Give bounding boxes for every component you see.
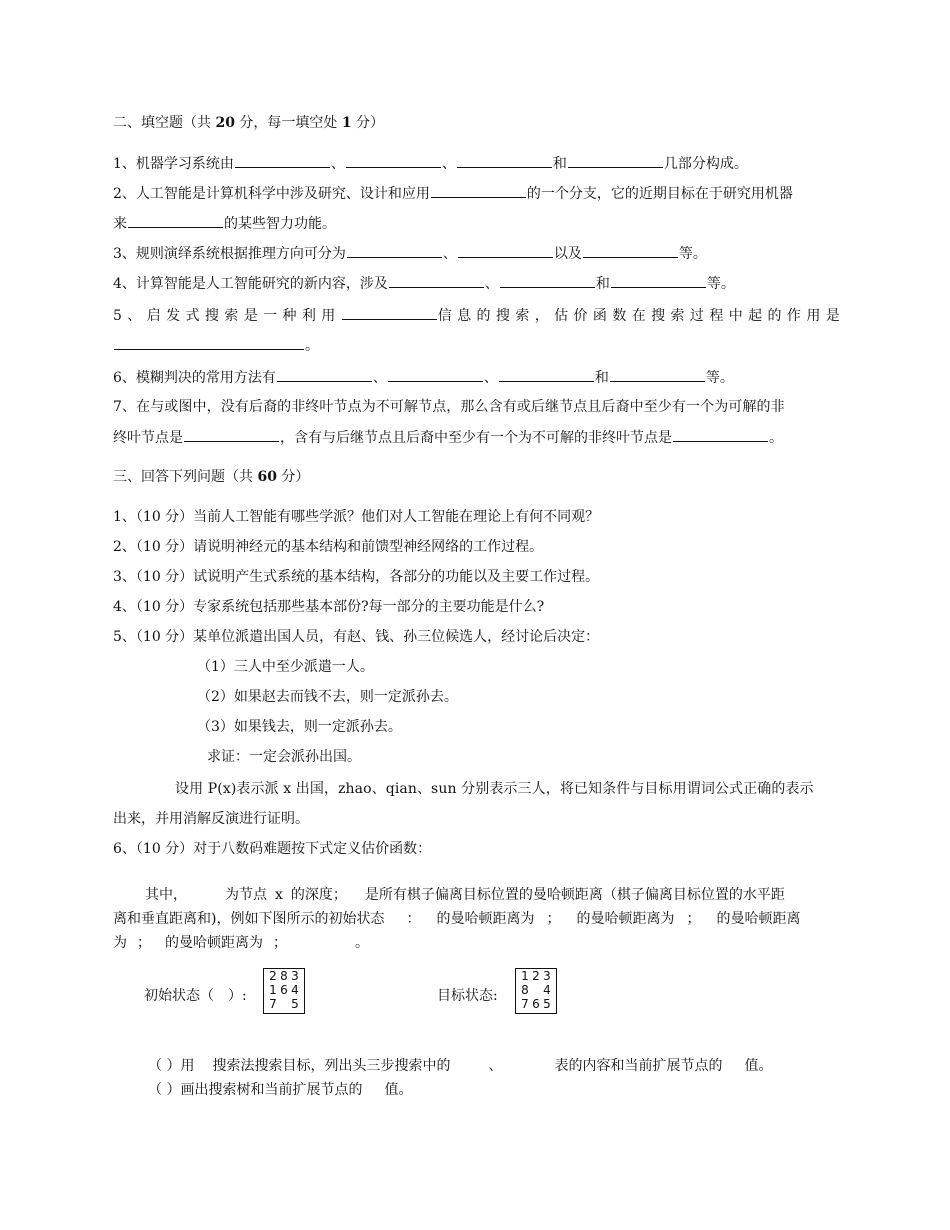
goal-state-grid [515,968,557,1014]
section-2-heading: 二、填空题（共 20 分，每一填空处 1 分） [113,115,385,131]
answer-blank[interactable] [277,367,372,382]
question-7-line-2: 终叶节点是 ，含有与后继节点且后裔中至少有一个为不可解的非终叶节点是 。 [113,427,783,448]
goal-state-caption: 目标状态: [437,988,498,1004]
answer-question-4: 4、（10 分）专家系统包括那些基本部份?每一部分的主要功能是什么? [113,599,545,615]
answer-blank[interactable] [611,273,706,288]
question-7-line-1: 7、在与或图中，没有后裔的非终叶节点为不可解节点，那么含有或后继节点且后裔中至少有一个为可解的非 [113,399,785,415]
grid-tile: 2 [269,969,277,983]
question-5-line-2: 。 [113,335,319,356]
question-1: 1、机器学习系统由 、 、 和 几部分构成。 [113,153,748,174]
question-3: 3、规则演绎系统根据推理方向可分为 、 以及 等。 [113,243,707,264]
answer-blank[interactable] [673,427,768,442]
initial-state-grid [263,968,305,1014]
grid-tile: 7 [521,997,529,1011]
question-5-instruction-line-1: 设用 P(x)表示派 x 出国，zhao、qian、sun 分别表示三人，将已知条件与目标用谓词公式正确的表示 [175,781,814,797]
answer-blank[interactable] [184,427,279,442]
definition-line-1: 其中， 为节点 x 的深度； 是所有棋子偏离目标位置的曼哈顿距离（棋子偏离目标位置的水平距 [145,887,785,903]
answer-blank[interactable] [114,335,304,350]
answer-question-6: 6、（10 分）对于八数码难题按下式定义估价函数： [113,841,432,857]
answer-blank[interactable] [568,153,663,168]
proof-goal: 求证：一定会派孙出国。 [207,749,361,765]
answer-blank[interactable] [128,213,223,228]
answer-blank[interactable] [431,183,526,198]
sub-question-1: （ ）用 搜索法搜索目标，列出头三步搜索中的 、 表的内容和当前扩展节点的 值。 [148,1058,773,1074]
grid-tile: 3 [291,969,299,983]
question-2-line-2: 来 的某些智力功能。 [113,213,336,234]
grid-tile: 8 [280,969,288,983]
answer-blank[interactable] [458,243,553,258]
grid-tile: 8 [521,983,529,997]
grid-tile [279,997,290,1011]
grid-tile: 2 [532,969,540,983]
answer-question-5: 5、（10 分）某单位派遣出国人员，有赵、钱、孙三位候选人，经讨论后决定： [113,629,600,645]
answer-blank[interactable] [235,153,330,168]
question-5-line-1: 5、启发式搜索是一种利用 信息的搜索，估价函数在搜索过程中起的作用是 [113,305,845,326]
answer-question-1: 1、（10 分）当前人工智能有哪些学派？他们对人工智能在理论上有何不同观？ [113,509,600,525]
grid-row [516,969,556,983]
grid-row [264,997,304,1011]
grid-tile: 6 [532,997,540,1011]
grid-tile: 5 [291,997,299,1011]
answer-blank[interactable] [583,243,678,258]
answer-blank[interactable] [346,153,441,168]
grid-tile: 3 [543,969,551,983]
grid-tile: 1 [521,969,529,983]
grid-row [516,983,556,997]
grid-tile: 5 [543,997,551,1011]
answer-blank[interactable] [347,243,442,258]
condition-1: （1）三人中至少派遣一人。 [197,659,374,675]
question-5-instruction-line-2: 出来，并用消解反演进行证明。 [113,811,309,827]
definition-line-3: 为 ； 的曼哈顿距离为 ； 。 [113,935,369,951]
question-4: 4、计算智能是人工智能研究的新内容，涉及 、 和 等。 [113,273,735,294]
answer-question-3: 3、（10 分）试说明产生式系统的基本结构，各部分的功能以及主要工作过程。 [113,569,600,585]
answer-blank[interactable] [388,367,483,382]
answer-blank[interactable] [342,305,437,320]
grid-tile: 7 [269,997,277,1011]
grid-row [264,983,304,997]
answer-blank[interactable] [457,153,552,168]
initial-state-caption: 初始状态（ ）: [144,988,247,1004]
grid-row [516,997,556,1011]
answer-blank[interactable] [610,367,705,382]
sub-question-2: （ ）画出搜索树和当前扩展节点的 值。 [148,1082,413,1098]
grid-tile [531,983,542,997]
grid-row [264,969,304,983]
condition-2: （2）如果赵去而钱不去，则一定派孙去。 [197,689,458,705]
grid-tile: 1 [269,983,277,997]
answer-blank[interactable] [499,367,594,382]
answer-blank[interactable] [389,273,484,288]
question-6: 6、模糊判决的常用方法有 、 、 和 等。 [113,367,734,388]
grid-tile: 4 [291,983,299,997]
definition-line-2: 离和垂直距离和)，例如下图所示的初始状态 ： 的曼哈顿距离为 ； 的曼哈顿距离为 ； 的曼哈顿距离 [113,911,801,927]
grid-tile: 6 [280,983,288,997]
answer-question-2: 2、（10 分）请说明神经元的基本结构和前馈型神经网络的工作过程。 [113,539,544,555]
section-3-heading: 三、回答下列问题（共 60 分） [113,469,310,485]
answer-blank[interactable] [500,273,595,288]
question-2-line-1: 2、人工智能是计算机科学中涉及研究、设计和应用 的一个分支，它的近期目标在于研究用机器 [113,183,793,204]
condition-3: （3）如果钱去，则一定派孙去。 [197,719,402,735]
grid-tile: 4 [543,983,551,997]
